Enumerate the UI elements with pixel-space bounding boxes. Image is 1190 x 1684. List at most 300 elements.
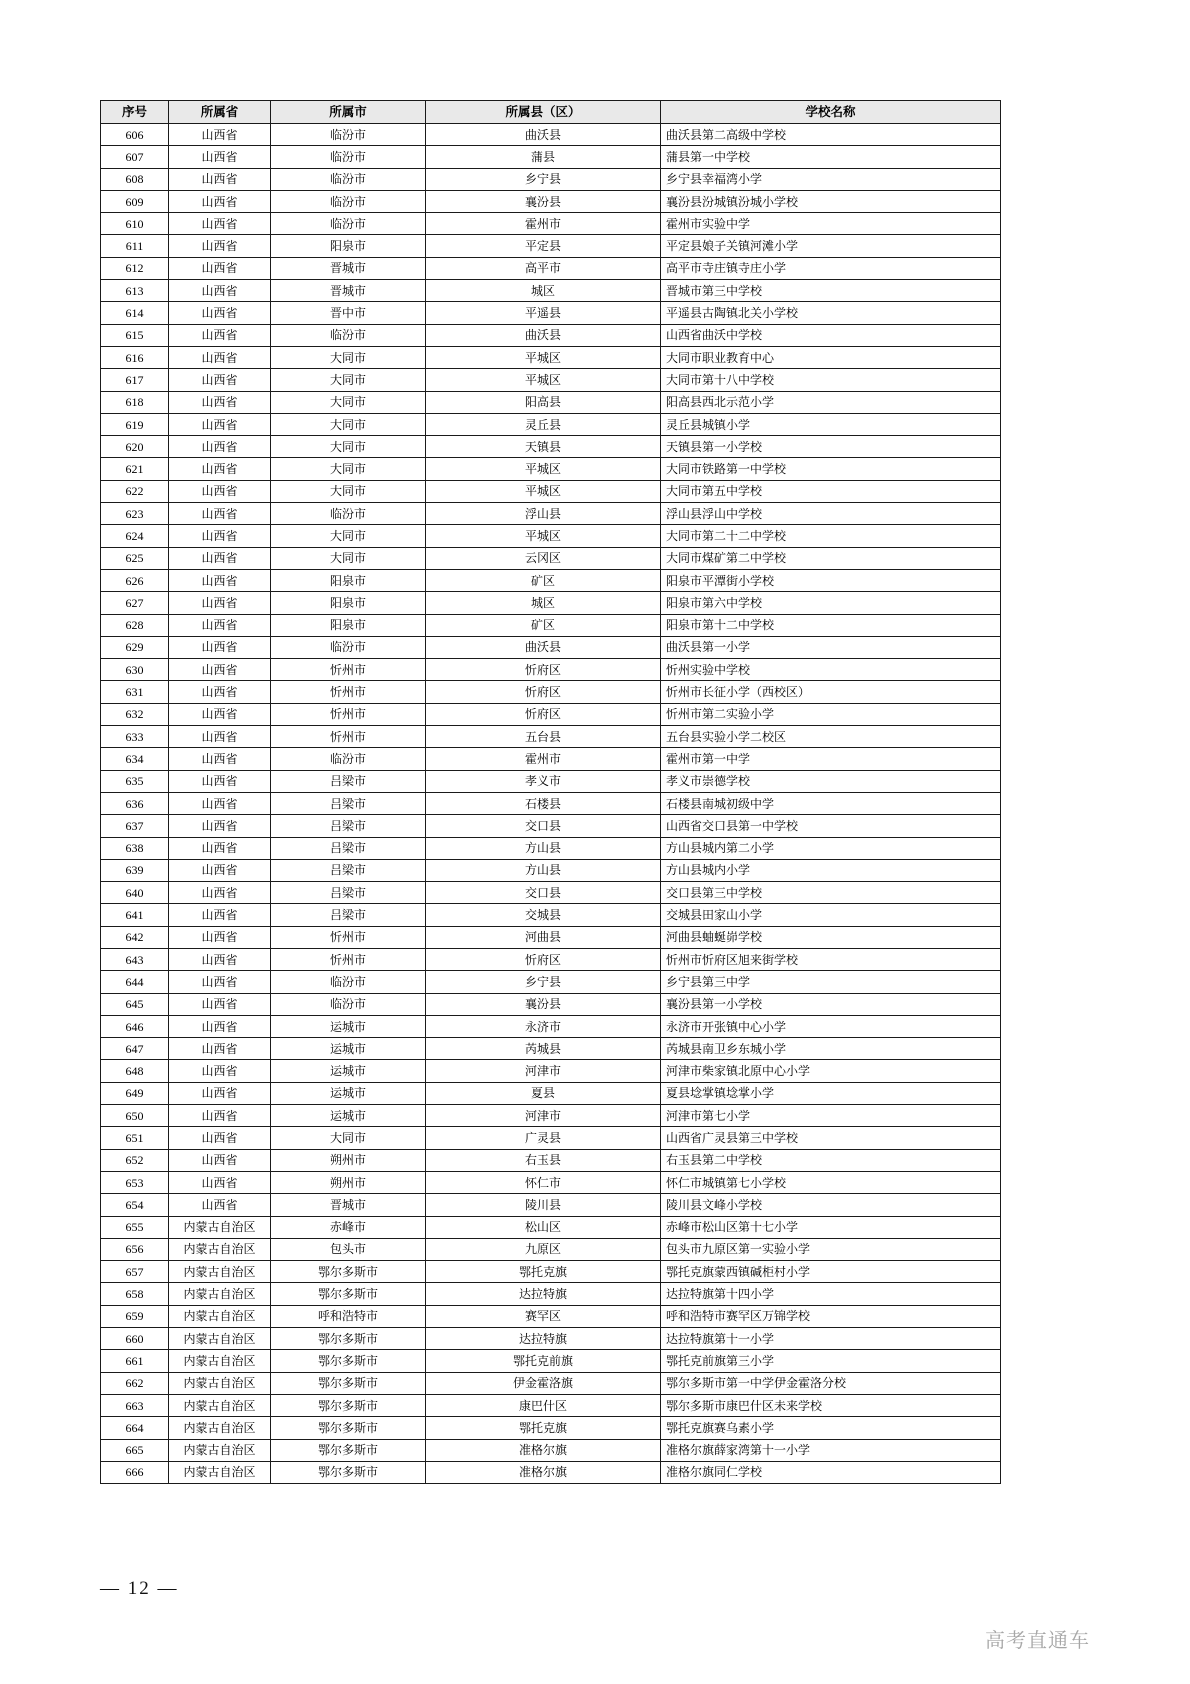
table-row xyxy=(101,681,1001,703)
cell-serial-number: 625 xyxy=(101,547,169,569)
cell-province: 山西省 xyxy=(169,503,271,525)
cell-county: 平城区 xyxy=(426,369,661,391)
cell-school-name: 右玉县第二中学校 xyxy=(661,1149,1001,1171)
cell-serial-number: 652 xyxy=(101,1149,169,1171)
cell-county: 伊金霍洛旗 xyxy=(426,1372,661,1394)
table-row xyxy=(101,1216,1001,1238)
cell-city: 鄂尔多斯市 xyxy=(271,1417,426,1439)
cell-city: 晋城市 xyxy=(271,257,426,279)
table-row xyxy=(101,190,1001,212)
cell-province: 山西省 xyxy=(169,346,271,368)
cell-county: 达拉特旗 xyxy=(426,1283,661,1305)
cell-county: 达拉特旗 xyxy=(426,1328,661,1350)
cell-county: 平城区 xyxy=(426,525,661,547)
header-city: 所属市 xyxy=(271,101,426,124)
cell-serial-number: 606 xyxy=(101,124,169,146)
table-row xyxy=(101,1127,1001,1149)
table-row xyxy=(101,792,1001,814)
cell-serial-number: 651 xyxy=(101,1127,169,1149)
cell-serial-number: 658 xyxy=(101,1283,169,1305)
cell-county: 孝义市 xyxy=(426,770,661,792)
cell-school-name: 鄂托克前旗第三小学 xyxy=(661,1350,1001,1372)
table-row xyxy=(101,703,1001,725)
cell-city: 忻州市 xyxy=(271,659,426,681)
cell-school-name: 霍州市实验中学 xyxy=(661,213,1001,235)
cell-province: 山西省 xyxy=(169,124,271,146)
cell-province: 山西省 xyxy=(169,904,271,926)
table-row xyxy=(101,302,1001,324)
cell-province: 山西省 xyxy=(169,547,271,569)
cell-city: 晋城市 xyxy=(271,280,426,302)
table-row xyxy=(101,926,1001,948)
cell-serial-number: 632 xyxy=(101,703,169,725)
cell-city: 运城市 xyxy=(271,1038,426,1060)
cell-county: 蒲县 xyxy=(426,146,661,168)
cell-county: 怀仁市 xyxy=(426,1171,661,1193)
cell-province: 内蒙古自治区 xyxy=(169,1283,271,1305)
cell-county: 平遥县 xyxy=(426,302,661,324)
cell-city: 吕梁市 xyxy=(271,837,426,859)
school-list-table xyxy=(100,100,1001,1484)
cell-county: 霍州市 xyxy=(426,213,661,235)
table-row xyxy=(101,815,1001,837)
cell-school-name: 鄂尔多斯市第一中学伊金霍洛分校 xyxy=(661,1372,1001,1394)
table-row xyxy=(101,235,1001,257)
cell-county: 平定县 xyxy=(426,235,661,257)
cell-serial-number: 644 xyxy=(101,971,169,993)
cell-serial-number: 637 xyxy=(101,815,169,837)
cell-county: 乡宁县 xyxy=(426,971,661,993)
cell-school-name: 大同市第五中学校 xyxy=(661,480,1001,502)
cell-province: 山西省 xyxy=(169,1038,271,1060)
cell-city: 吕梁市 xyxy=(271,904,426,926)
header-serial-number: 序号 xyxy=(101,101,169,124)
watermark-text: 高考直通车 xyxy=(985,1630,1090,1652)
cell-province: 内蒙古自治区 xyxy=(169,1328,271,1350)
cell-city: 鄂尔多斯市 xyxy=(271,1461,426,1483)
cell-school-name: 怀仁市城镇第七小学校 xyxy=(661,1171,1001,1193)
cell-province: 山西省 xyxy=(169,636,271,658)
cell-city: 忻州市 xyxy=(271,948,426,970)
cell-serial-number: 639 xyxy=(101,859,169,881)
cell-serial-number: 655 xyxy=(101,1216,169,1238)
cell-serial-number: 622 xyxy=(101,480,169,502)
cell-county: 浮山县 xyxy=(426,503,661,525)
cell-city: 大同市 xyxy=(271,525,426,547)
cell-province: 山西省 xyxy=(169,1105,271,1127)
cell-county: 曲沃县 xyxy=(426,636,661,658)
header-province: 所属省 xyxy=(169,101,271,124)
cell-city: 大同市 xyxy=(271,1127,426,1149)
cell-province: 山西省 xyxy=(169,948,271,970)
cell-province: 内蒙古自治区 xyxy=(169,1394,271,1416)
table-row xyxy=(101,1372,1001,1394)
table-row xyxy=(101,168,1001,190)
cell-city: 大同市 xyxy=(271,547,426,569)
cell-city: 大同市 xyxy=(271,480,426,502)
cell-serial-number: 633 xyxy=(101,726,169,748)
cell-school-name: 永济市开张镇中心小学 xyxy=(661,1015,1001,1037)
cell-serial-number: 613 xyxy=(101,280,169,302)
cell-serial-number: 629 xyxy=(101,636,169,658)
cell-serial-number: 650 xyxy=(101,1105,169,1127)
cell-county: 交口县 xyxy=(426,882,661,904)
cell-city: 大同市 xyxy=(271,346,426,368)
cell-school-name: 阳泉市第十二中学校 xyxy=(661,614,1001,636)
cell-county: 天镇县 xyxy=(426,436,661,458)
cell-province: 山西省 xyxy=(169,369,271,391)
table-row xyxy=(101,1060,1001,1082)
cell-school-name: 河曲县蚰蜒峁学校 xyxy=(661,926,1001,948)
cell-school-name: 大同市铁路第一中学校 xyxy=(661,458,1001,480)
cell-school-name: 灵丘县城镇小学 xyxy=(661,413,1001,435)
table-header xyxy=(101,101,1001,124)
cell-school-name: 曲沃县第二高级中学校 xyxy=(661,124,1001,146)
cell-province: 内蒙古自治区 xyxy=(169,1372,271,1394)
cell-province: 山西省 xyxy=(169,569,271,591)
cell-city: 吕梁市 xyxy=(271,859,426,881)
cell-serial-number: 624 xyxy=(101,525,169,547)
cell-county: 五台县 xyxy=(426,726,661,748)
cell-school-name: 阳泉市第六中学校 xyxy=(661,592,1001,614)
table-row xyxy=(101,659,1001,681)
cell-serial-number: 607 xyxy=(101,146,169,168)
cell-province: 山西省 xyxy=(169,190,271,212)
cell-city: 吕梁市 xyxy=(271,815,426,837)
cell-serial-number: 646 xyxy=(101,1015,169,1037)
cell-school-name: 霍州市第一中学 xyxy=(661,748,1001,770)
cell-school-name: 准格尔旗同仁学校 xyxy=(661,1461,1001,1483)
cell-serial-number: 666 xyxy=(101,1461,169,1483)
cell-city: 吕梁市 xyxy=(271,770,426,792)
cell-serial-number: 647 xyxy=(101,1038,169,1060)
cell-city: 临汾市 xyxy=(271,993,426,1015)
table-row xyxy=(101,391,1001,413)
cell-serial-number: 638 xyxy=(101,837,169,859)
cell-province: 山西省 xyxy=(169,525,271,547)
cell-school-name: 芮城县南卫乡东城小学 xyxy=(661,1038,1001,1060)
cell-province: 山西省 xyxy=(169,993,271,1015)
cell-city: 临汾市 xyxy=(271,146,426,168)
cell-city: 大同市 xyxy=(271,458,426,480)
cell-province: 内蒙古自治区 xyxy=(169,1305,271,1327)
cell-serial-number: 626 xyxy=(101,569,169,591)
cell-county: 城区 xyxy=(426,280,661,302)
cell-city: 临汾市 xyxy=(271,213,426,235)
cell-province: 山西省 xyxy=(169,146,271,168)
cell-province: 山西省 xyxy=(169,235,271,257)
cell-city: 临汾市 xyxy=(271,168,426,190)
cell-school-name: 大同市第十八中学校 xyxy=(661,369,1001,391)
cell-school-name: 方山县城内第二小学 xyxy=(661,837,1001,859)
cell-serial-number: 619 xyxy=(101,413,169,435)
cell-serial-number: 640 xyxy=(101,882,169,904)
cell-serial-number: 623 xyxy=(101,503,169,525)
cell-county: 矿区 xyxy=(426,569,661,591)
cell-serial-number: 664 xyxy=(101,1417,169,1439)
cell-serial-number: 662 xyxy=(101,1372,169,1394)
cell-serial-number: 631 xyxy=(101,681,169,703)
cell-school-name: 石楼县南城初级中学 xyxy=(661,792,1001,814)
cell-serial-number: 612 xyxy=(101,257,169,279)
cell-serial-number: 645 xyxy=(101,993,169,1015)
cell-school-name: 大同市职业教育中心 xyxy=(661,346,1001,368)
cell-school-name: 浮山县浮山中学校 xyxy=(661,503,1001,525)
table-row xyxy=(101,480,1001,502)
table-row xyxy=(101,1350,1001,1372)
cell-school-name: 鄂尔多斯市康巴什区未来学校 xyxy=(661,1394,1001,1416)
cell-province: 山西省 xyxy=(169,1149,271,1171)
table-row xyxy=(101,859,1001,881)
table-row xyxy=(101,592,1001,614)
table-body xyxy=(101,124,1001,1484)
cell-province: 山西省 xyxy=(169,614,271,636)
cell-province: 山西省 xyxy=(169,837,271,859)
cell-city: 赤峰市 xyxy=(271,1216,426,1238)
cell-county: 鄂托克旗 xyxy=(426,1417,661,1439)
table-row xyxy=(101,1261,1001,1283)
cell-city: 晋中市 xyxy=(271,302,426,324)
cell-city: 鄂尔多斯市 xyxy=(271,1328,426,1350)
cell-school-name: 忻州市第二实验小学 xyxy=(661,703,1001,725)
table-row xyxy=(101,1461,1001,1483)
cell-county: 鄂托克旗 xyxy=(426,1261,661,1283)
cell-school-name: 平定县娘子关镇河滩小学 xyxy=(661,235,1001,257)
table-row xyxy=(101,1038,1001,1060)
cell-province: 山西省 xyxy=(169,681,271,703)
cell-province: 山西省 xyxy=(169,1082,271,1104)
cell-city: 忻州市 xyxy=(271,926,426,948)
cell-county: 河曲县 xyxy=(426,926,661,948)
cell-city: 朔州市 xyxy=(271,1149,426,1171)
cell-province: 内蒙古自治区 xyxy=(169,1261,271,1283)
table-header-row xyxy=(101,101,1001,124)
cell-school-name: 大同市第二十二中学校 xyxy=(661,525,1001,547)
cell-school-name: 忻州实验中学校 xyxy=(661,659,1001,681)
cell-county: 交口县 xyxy=(426,815,661,837)
cell-province: 山西省 xyxy=(169,815,271,837)
table-row xyxy=(101,948,1001,970)
cell-county: 交城县 xyxy=(426,904,661,926)
cell-serial-number: 656 xyxy=(101,1238,169,1260)
table-row xyxy=(101,1082,1001,1104)
cell-school-name: 鄂托克旗赛乌素小学 xyxy=(661,1417,1001,1439)
cell-city: 阳泉市 xyxy=(271,235,426,257)
cell-serial-number: 617 xyxy=(101,369,169,391)
cell-school-name: 达拉特旗第十一小学 xyxy=(661,1328,1001,1350)
table-row xyxy=(101,1194,1001,1216)
cell-school-name: 大同市煤矿第二中学校 xyxy=(661,547,1001,569)
cell-province: 山西省 xyxy=(169,726,271,748)
cell-school-name: 交城县田家山小学 xyxy=(661,904,1001,926)
page-number: — 12 — xyxy=(100,1578,179,1599)
cell-province: 内蒙古自治区 xyxy=(169,1238,271,1260)
cell-serial-number: 620 xyxy=(101,436,169,458)
cell-serial-number: 635 xyxy=(101,770,169,792)
cell-city: 忻州市 xyxy=(271,726,426,748)
cell-school-name: 晋城市第三中学校 xyxy=(661,280,1001,302)
cell-city: 鄂尔多斯市 xyxy=(271,1350,426,1372)
cell-city: 临汾市 xyxy=(271,124,426,146)
table-row xyxy=(101,1328,1001,1350)
cell-county: 曲沃县 xyxy=(426,324,661,346)
table-row xyxy=(101,1105,1001,1127)
cell-city: 临汾市 xyxy=(271,190,426,212)
cell-city: 运城市 xyxy=(271,1105,426,1127)
cell-serial-number: 627 xyxy=(101,592,169,614)
cell-county: 襄汾县 xyxy=(426,190,661,212)
cell-county: 忻府区 xyxy=(426,948,661,970)
table-row xyxy=(101,1394,1001,1416)
cell-school-name: 鄂托克旗蒙西镇碱柜村小学 xyxy=(661,1261,1001,1283)
table-row xyxy=(101,1283,1001,1305)
cell-province: 内蒙古自治区 xyxy=(169,1350,271,1372)
cell-province: 山西省 xyxy=(169,859,271,881)
cell-province: 山西省 xyxy=(169,659,271,681)
cell-city: 呼和浩特市 xyxy=(271,1305,426,1327)
cell-county: 灵丘县 xyxy=(426,413,661,435)
cell-province: 内蒙古自治区 xyxy=(169,1417,271,1439)
cell-province: 内蒙古自治区 xyxy=(169,1461,271,1483)
cell-county: 曲沃县 xyxy=(426,124,661,146)
cell-city: 晋城市 xyxy=(271,1194,426,1216)
cell-school-name: 忻州市长征小学（西校区） xyxy=(661,681,1001,703)
cell-school-name: 孝义市崇德学校 xyxy=(661,770,1001,792)
cell-county: 矿区 xyxy=(426,614,661,636)
table-row xyxy=(101,636,1001,658)
cell-serial-number: 628 xyxy=(101,614,169,636)
cell-city: 临汾市 xyxy=(271,324,426,346)
cell-city: 临汾市 xyxy=(271,971,426,993)
cell-serial-number: 642 xyxy=(101,926,169,948)
cell-serial-number: 634 xyxy=(101,748,169,770)
cell-county: 忻府区 xyxy=(426,703,661,725)
cell-school-name: 襄汾县第一小学校 xyxy=(661,993,1001,1015)
cell-province: 山西省 xyxy=(169,748,271,770)
cell-province: 山西省 xyxy=(169,324,271,346)
cell-county: 高平市 xyxy=(426,257,661,279)
cell-serial-number: 648 xyxy=(101,1060,169,1082)
cell-county: 忻府区 xyxy=(426,659,661,681)
table-row xyxy=(101,1417,1001,1439)
table-row xyxy=(101,324,1001,346)
cell-city: 朔州市 xyxy=(271,1171,426,1193)
header-school-name: 学校名称 xyxy=(661,101,1001,124)
table-row xyxy=(101,458,1001,480)
cell-province: 山西省 xyxy=(169,926,271,948)
cell-city: 鄂尔多斯市 xyxy=(271,1372,426,1394)
cell-serial-number: 641 xyxy=(101,904,169,926)
cell-school-name: 蒲县第一中学校 xyxy=(661,146,1001,168)
cell-county: 准格尔旗 xyxy=(426,1461,661,1483)
cell-school-name: 河津市第七小学 xyxy=(661,1105,1001,1127)
table-row xyxy=(101,1171,1001,1193)
cell-school-name: 乡宁县第三中学 xyxy=(661,971,1001,993)
cell-school-name: 平遥县古陶镇北关小学校 xyxy=(661,302,1001,324)
table-row xyxy=(101,614,1001,636)
cell-serial-number: 654 xyxy=(101,1194,169,1216)
table-row xyxy=(101,213,1001,235)
cell-county: 鄂托克前旗 xyxy=(426,1350,661,1372)
cell-city: 大同市 xyxy=(271,391,426,413)
cell-county: 河津市 xyxy=(426,1060,661,1082)
table-row xyxy=(101,503,1001,525)
cell-city: 临汾市 xyxy=(271,636,426,658)
cell-school-name: 五台县实验小学二校区 xyxy=(661,726,1001,748)
cell-serial-number: 615 xyxy=(101,324,169,346)
table-row xyxy=(101,547,1001,569)
table-row xyxy=(101,369,1001,391)
table-row xyxy=(101,1238,1001,1260)
cell-school-name: 山西省交口县第一中学校 xyxy=(661,815,1001,837)
cell-province: 山西省 xyxy=(169,882,271,904)
cell-city: 吕梁市 xyxy=(271,792,426,814)
cell-city: 鄂尔多斯市 xyxy=(271,1261,426,1283)
cell-city: 阳泉市 xyxy=(271,592,426,614)
cell-city: 大同市 xyxy=(271,369,426,391)
cell-school-name: 山西省曲沃中学校 xyxy=(661,324,1001,346)
cell-serial-number: 660 xyxy=(101,1328,169,1350)
cell-province: 山西省 xyxy=(169,257,271,279)
cell-serial-number: 653 xyxy=(101,1171,169,1193)
cell-county: 忻府区 xyxy=(426,681,661,703)
cell-province: 山西省 xyxy=(169,592,271,614)
cell-province: 山西省 xyxy=(169,213,271,235)
cell-serial-number: 614 xyxy=(101,302,169,324)
cell-school-name: 准格尔旗薛家湾第十一小学 xyxy=(661,1439,1001,1461)
cell-province: 山西省 xyxy=(169,770,271,792)
table-row xyxy=(101,1149,1001,1171)
cell-county: 方山县 xyxy=(426,859,661,881)
table-row xyxy=(101,257,1001,279)
cell-school-name: 夏县埝掌镇埝掌小学 xyxy=(661,1082,1001,1104)
cell-county: 九原区 xyxy=(426,1238,661,1260)
cell-county: 方山县 xyxy=(426,837,661,859)
cell-province: 山西省 xyxy=(169,1015,271,1037)
cell-province: 内蒙古自治区 xyxy=(169,1216,271,1238)
cell-city: 鄂尔多斯市 xyxy=(271,1283,426,1305)
cell-county: 松山区 xyxy=(426,1216,661,1238)
cell-serial-number: 621 xyxy=(101,458,169,480)
cell-school-name: 高平市寺庄镇寺庄小学 xyxy=(661,257,1001,279)
cell-city: 阳泉市 xyxy=(271,569,426,591)
cell-county: 准格尔旗 xyxy=(426,1439,661,1461)
table-row xyxy=(101,1015,1001,1037)
cell-county: 赛罕区 xyxy=(426,1305,661,1327)
table-row xyxy=(101,726,1001,748)
cell-province: 山西省 xyxy=(169,1127,271,1149)
header-county: 所属县（区） xyxy=(426,101,661,124)
cell-city: 大同市 xyxy=(271,436,426,458)
table-row xyxy=(101,280,1001,302)
cell-school-name: 呼和浩特市赛罕区万锦学校 xyxy=(661,1305,1001,1327)
cell-province: 山西省 xyxy=(169,413,271,435)
cell-province: 山西省 xyxy=(169,391,271,413)
cell-school-name: 包头市九原区第一实验小学 xyxy=(661,1238,1001,1260)
cell-province: 内蒙古自治区 xyxy=(169,1439,271,1461)
cell-county: 康巴什区 xyxy=(426,1394,661,1416)
cell-school-name: 忻州市忻府区旭来街学校 xyxy=(661,948,1001,970)
cell-province: 山西省 xyxy=(169,436,271,458)
cell-province: 山西省 xyxy=(169,480,271,502)
cell-serial-number: 608 xyxy=(101,168,169,190)
cell-city: 运城市 xyxy=(271,1082,426,1104)
cell-county: 平城区 xyxy=(426,458,661,480)
cell-city: 吕梁市 xyxy=(271,882,426,904)
table-row xyxy=(101,904,1001,926)
cell-school-name: 河津市柴家镇北原中心小学 xyxy=(661,1060,1001,1082)
cell-city: 临汾市 xyxy=(271,503,426,525)
